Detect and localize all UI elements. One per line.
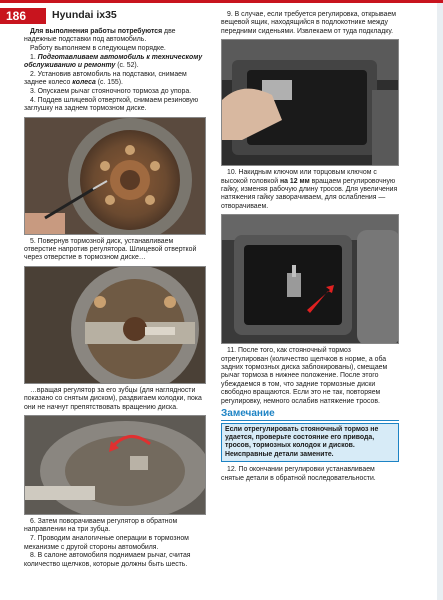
brake-disc-photo [25,118,206,235]
intro-para-2: Работу выполняем в следующем порядке. [30,45,166,53]
page-number: 186 [0,8,46,24]
photo-regulator-turn [24,415,206,515]
intro-para-1: Для выполнения работы потребуются две надежные подставки под автомобиль. [24,28,176,44]
para-9: 9. В случае, если требуется регулировка, открываем вещевой ящик, находящийся в подлокотнике между передними сиденьями. Извлекаем от туда подкладку. [221,11,397,35]
photo-regulator-teeth [24,266,206,384]
armrest-photo [222,40,399,166]
intro-step-4: 4. Поддев шлицевой отверткой, снимаем резиновую заглушку на заднем тормозном диске. [24,96,199,113]
photo-brake-disc-screwdriver [24,117,206,235]
note-title: Замечание [221,408,275,420]
left-column [24,28,206,569]
right-column [221,7,399,483]
adjusting-nut-photo [222,215,399,344]
caption-regulator: …вращая регулятор за его зубцы (для наглядности показано со снятым диском), раздвигаем колодки, пока они не начнут препятствовать вращению диска. [24,386,202,411]
caption-5: 5. Повернув тормозной диск, устанавливаем отверстие напротив регулятора. Шлицевой отверткой через отверстие в тормозном диске… [24,237,197,262]
intro-step-1: 1. Подготавливаем автомобиль к техническому обслуживанию и ремонту (с. 52). [24,53,203,70]
regulator-turn-photo [25,416,206,515]
photo-armrest-box [221,39,399,166]
regulator-photo [25,267,206,384]
book-title: Hyundai ix35 [52,9,117,21]
photo-adjusting-nut [221,214,399,344]
para-10: 10. Накидным ключом или торцовым ключом с высокой головкой на 12 мм вращаем регулировочную гайку, изменяя рабочую длину тросов. Для увеличения натяжения гайку заворачиваем, для ослабления — отворачиваем. [221,169,398,210]
intro-step-3: 3. Опускаем рычаг стояночного тормоза до упора. [30,88,192,96]
header-rule [0,0,443,3]
side-margin-tab [437,3,443,600]
note-rule [221,420,399,421]
intro-step-2: 2. Установив автомобиль на подставки, снимаем заднее колесо колеса (с. 155). [24,70,187,87]
caption-6-8: 6. Затем поворачиваем регулятор в обратном направлении на три зубца. 7. Проводим аналогичные операции в тормозном механизме с другой стороны автомобиля. 8. В салоне автомобиля поднимаем рычаг, считая количество щелчков, которые должны быть шесть. [24,517,191,568]
para-12: 12. По окончании регулировки устанавливаем снятые детали в обратной последовательности. [221,466,376,482]
para-11: 11. После того, как стояночный тормоз отрегулирован (количество щелчков в норме, а оба задних тормозных диска заблокированы), смещаем рычаг тормоза в нижнее положение. После этого убеждаемся в том, что задние тормозные диски свободно вращаются. Если это не так, повторяем регулировку, немного ослабив натяжение тросов. [221,347,388,405]
note-box: Если отрегулировать стояночный тормоз не удается, проверьте состояние его привода, тросов, тормозных колодок и дисков. Неисправные детали замените. [221,423,399,463]
